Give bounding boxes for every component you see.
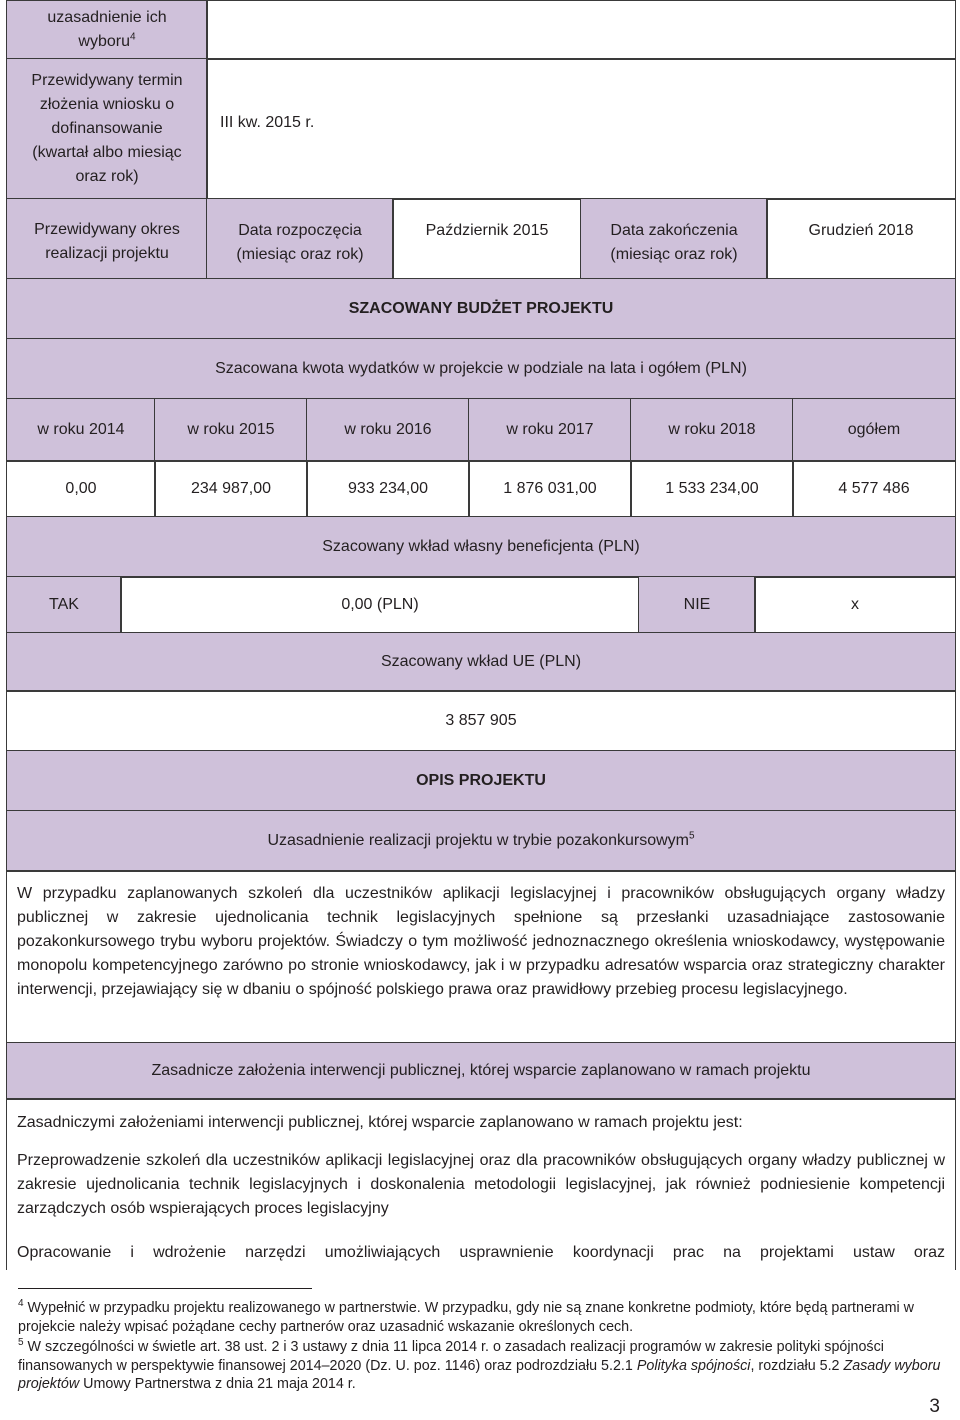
amount-total: 4 577 486 — [838, 480, 910, 497]
budget-heading-cell — [6, 278, 956, 340]
assumptions-text-cell — [6, 1098, 956, 1270]
footnote-5-italic-1: Polityka spójności — [636, 1357, 751, 1374]
year-2017-cell — [468, 398, 632, 462]
basis-footnote-ref: 4 — [130, 31, 136, 43]
amount-2018: 1 533 234,00 — [665, 480, 759, 497]
assumptions-paragraph-2: Opracowanie i wdrożenie narzędzi umożliwiających usprawnienie koordynacji prac na projektami ustaw oraz — [17, 1244, 945, 1261]
year-2016-cell — [306, 398, 470, 462]
year-total-cell — [792, 398, 956, 462]
year-2015: w roku 2015 — [187, 421, 275, 438]
assumptions-intro: Zasadniczymi założeniami interwencji publicznej, której wsparcie zaplanowano w ramach projektu jest: — [17, 1114, 743, 1131]
justification-heading-cell — [6, 810, 956, 872]
year-2018: w roku 2018 — [668, 421, 756, 438]
own-no-cell — [638, 576, 756, 634]
amount-2015-cell — [154, 460, 308, 518]
basis-value-cell — [206, 0, 956, 60]
period-label-cell — [6, 198, 208, 280]
term-label: Przewidywany termin złożenia wniosku o dofinansowanie (kwartał albo miesiąc oraz rok) — [31, 72, 183, 185]
justification-text: W przypadku zaplanowanych szkoleń dla uczestników aplikacji legislacyjnej i pracowników obsługujących organy władzy publicznej w zakresie ujednolicania technik legislacyjnych spełnione są przesłanki uzasadniające zastosowanie pozakonkursowego trybu wyboru projektów. Świadczy o tym możliwość jednoznacznego określenia wnioskodawcy, występowanie monopolu kompetencyjnego zarówno po stronie wnioskodawcy, jak i w przypadku adresatów wsparcia oraz strategiczny charakter interwencji, przejawiający się w dbaniu o spójność polskiego prawa oraz prawidłowy przebieg procesu legislacyjnego. — [17, 885, 945, 998]
term-value-cell — [206, 58, 956, 200]
footnote-5-number: 5 — [18, 1337, 24, 1349]
period-start-label: Data rozpoczęcia (miesiąc oraz rok) — [236, 222, 364, 263]
year-2017: w roku 2017 — [506, 421, 594, 438]
assumptions-heading-cell — [6, 1042, 956, 1100]
amount-2015: 234 987,00 — [190, 480, 272, 497]
year-2016: w roku 2016 — [344, 421, 432, 438]
footnote-4 — [18, 1299, 942, 1336]
budget-subheading: Szacowana kwota wydatków w projekcie w podziale na lata i ogółem (PLN) — [215, 360, 747, 377]
own-value-cell — [120, 576, 640, 634]
term-value: III kw. 2015 r. — [220, 114, 315, 131]
eu-contribution-heading-cell — [6, 632, 956, 692]
period-end-value: Grudzień 2018 — [808, 222, 914, 239]
term-label-cell — [6, 58, 208, 200]
page-number: 3 — [929, 1396, 940, 1417]
justification-text-cell — [6, 870, 956, 1044]
own-yes-label: TAK — [49, 596, 79, 613]
year-2014-cell — [6, 398, 156, 462]
period-start-value-cell — [392, 198, 582, 280]
budget-heading: SZACOWANY BUDŻET PROJEKTU — [348, 300, 614, 317]
period-end-label: Data zakończenia (miesiąc oraz rok) — [610, 222, 738, 263]
footnote-4-text: Wypełnić w przypadku projektu realizowanego w partnerstwie. W przypadku, gdy nie są znane konkretne podmioty, które będą partnerami w projekcie należy wpisać pożądane cechy partnerów oraz uzasadnić wskazanie określonych cech. — [18, 1300, 915, 1335]
footnote-5-text-b: , rozdziału 5.2 — [750, 1357, 844, 1374]
footnote-4-number: 4 — [18, 1298, 24, 1310]
footnote-separator — [18, 1288, 312, 1289]
amount-2017: 1 876 031,00 — [503, 480, 597, 497]
justification-heading: Uzasadnienie realizacji projektu w trybie pozakonkursowym — [267, 832, 689, 849]
eu-value: 3 857 905 — [445, 712, 517, 729]
amount-2014: 0,00 — [65, 480, 97, 497]
period-label: Przewidywany okres realizacji projektu — [34, 221, 180, 262]
period-end-label-cell — [580, 198, 768, 280]
year-total: ogółem — [847, 421, 901, 438]
own-no-mark-cell — [754, 576, 956, 634]
basis-label-cell — [6, 0, 208, 60]
period-start-value: Październik 2015 — [425, 222, 549, 239]
own-contribution-heading-cell — [6, 516, 956, 578]
footnote-5-italic-2: Zasady wyboru projektów — [18, 1357, 941, 1392]
eu-contribution-heading: Szacowany wkład UE (PLN) — [380, 653, 582, 670]
own-yes-cell — [6, 576, 122, 634]
assumptions-heading: Zasadnicze założenia interwencji publicznej, której wsparcie zaplanowano w ramach projektu — [151, 1062, 811, 1079]
amount-total-cell — [792, 460, 956, 518]
period-start-label-cell — [206, 198, 394, 280]
year-2018-cell — [630, 398, 794, 462]
amount-2014-cell — [6, 460, 156, 518]
footnote-5-text-c: Umowy Partnerstwa z dnia 21 maja 2014 r. — [79, 1376, 356, 1392]
own-value: 0,00 (PLN) — [341, 596, 419, 613]
amount-2017-cell — [468, 460, 632, 518]
basis-label: uzasadnienie ich wyboru — [47, 9, 167, 50]
justification-footnote-ref: 5 — [688, 830, 695, 842]
description-heading: OPIS PROJEKTU — [416, 772, 546, 789]
amount-2018-cell — [630, 460, 794, 518]
own-no-mark: x — [851, 596, 859, 613]
year-2015-cell — [154, 398, 308, 462]
eu-value-cell — [6, 690, 956, 752]
own-contribution-heading: Szacowany wkład własny beneficjenta (PLN) — [322, 538, 640, 555]
assumptions-paragraph-1: Przeprowadzenie szkoleń dla uczestników aplikacji legislacyjnej oraz dla pracowników obsługujących organy władzy publicznej w zakresie ujednolicania technik legislacyjnych i doskonalenia metodologii legislacyjnej, jak również podniesienie kompetencji zarządczych osób wspierających proces legislacyjny — [17, 1152, 945, 1217]
amount-2016: 933 234,00 — [347, 480, 429, 497]
amount-2016-cell — [306, 460, 470, 518]
period-end-value-cell — [766, 198, 956, 280]
year-2014: w roku 2014 — [37, 421, 125, 438]
footnote-5 — [18, 1338, 942, 1394]
own-no-label: NIE — [683, 596, 711, 613]
footnote-5-text-a: W szczególności w świetle art. 38 ust. 2 i 3 ustawy z dnia 11 lipca 2014 r. o zasadach realizacji programów w zakresie polityki spójności finansowanych w perspektywie finansowej 2014–2020 (Dz. U. poz. 1146) oraz podrozdziału 5.2.1 — [18, 1339, 884, 1374]
description-heading-cell — [6, 750, 956, 812]
budget-subheading-cell — [6, 338, 956, 400]
